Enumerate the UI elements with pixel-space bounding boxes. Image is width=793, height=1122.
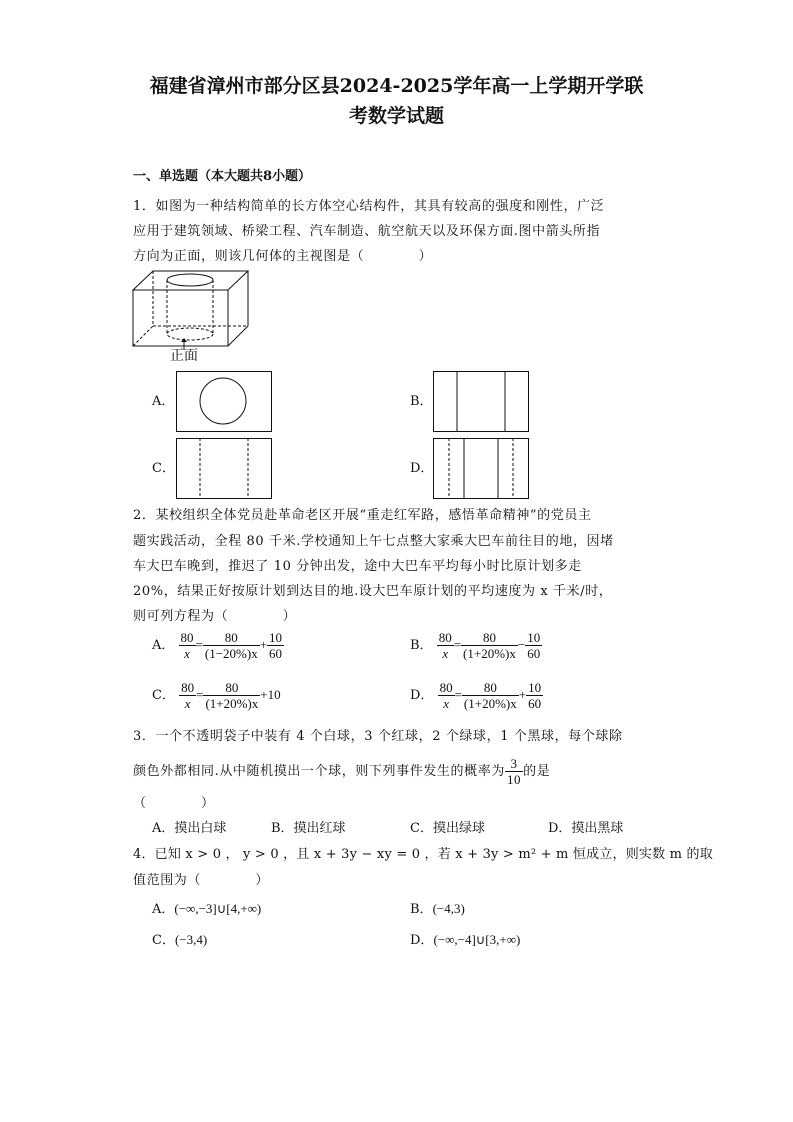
q4-option-b-label: B． — [410, 902, 433, 917]
q1-option-c-label: C． — [152, 461, 175, 476]
q4-option-d[interactable] — [410, 931, 520, 950]
q3-option-a[interactable]: A．摸出白球 — [152, 821, 227, 836]
q3-line-1: 3．一个不透明袋子中装有 4 个白球，3 个红球，2 个绿球，1 个黑球，每个球除 — [133, 729, 623, 744]
q2-line-3: 车大巴车晚到，推迟了 10 分钟出发，途中大巴车平均每小时比原计划多走 — [133, 559, 582, 574]
q2-line-2: 题实践活动，全程 80 千米.学校通知上午七点整大家乘大巴车前往目的地，因堵 — [133, 534, 614, 549]
q4-option-c-value: (−3,4) — [174, 932, 208, 947]
q2-option-b-label: B． — [410, 638, 433, 653]
section-heading: 一、单选题（本大题共8小题） — [133, 169, 312, 184]
title-line-2: 考数学试题 — [348, 105, 444, 127]
q3-option-d[interactable]: D．摸出黑球 — [548, 821, 624, 836]
fraction: $\frac{80}{(1+20\%)x}$ — [463, 630, 516, 661]
q2-option-a-label: A． — [152, 638, 175, 653]
q1-option-d-figure[interactable] — [433, 438, 529, 499]
probability-fraction: $\frac{3}{10}$ — [506, 756, 522, 787]
q2-option-a[interactable]: A． $\frac{80}{x}$ = $\frac{80}{(1-20\%)x}$ + $\frac{10}{60}$ — [152, 630, 283, 661]
q1-line-1: 1．如图为一种结构简单的长方体空心结构件，其具有较高的强度和刚性，广泛 — [133, 199, 605, 214]
fraction: $\frac{80}{(1+20\%)x}$ — [463, 680, 517, 711]
q1-line-3: 方向为正面，则该几何体的主视图是（ ） — [133, 249, 433, 264]
q2-line-5: 则可列方程为（ ） — [133, 609, 297, 624]
q3-option-b[interactable]: B．摸出红球 — [271, 821, 346, 836]
q3-line-2: 颜色外都相同.从中随机摸出一个球，则下列事件发生的概率为 $\frac{3}{10}$ 的是 — [133, 756, 551, 787]
q4-option-a[interactable] — [152, 900, 261, 919]
q4-option-d-value: (−∞,−4]∪[3,+∞) — [433, 932, 521, 947]
q4-option-b-value: (−4,3) — [432, 901, 465, 916]
front-arrow-icon — [180, 338, 188, 350]
q3-option-c[interactable]: C．摸出绿球 — [410, 821, 485, 836]
q2-line-1: 2．某校组织全体党员赴革命老区开展“重走红军路，感悟革命精神”的党员主 — [133, 508, 592, 523]
fraction: $\frac{80}{(1+20\%)x}$ — [205, 680, 259, 711]
fraction: $\frac{80}{x}$ — [180, 630, 194, 661]
q2-option-d-label: D． — [410, 688, 434, 703]
q1-line-2: 应用于建筑领域、桥梁工程、汽车制造、航空航天以及环保方面.图中箭头所指 — [133, 224, 601, 239]
title-line-1: 福建省漳州市部分区县2024-2025学年高一上学期开学联 — [149, 75, 644, 97]
q4-option-d-label: D． — [410, 933, 434, 948]
fraction: $\frac{10}{60}$ — [269, 630, 283, 661]
fraction: $\frac{80}{x}$ — [438, 630, 452, 661]
q1-option-b-figure[interactable] — [433, 371, 529, 432]
q4-line-2: 值范围为（ ） — [133, 873, 270, 888]
fraction: $\frac{80}{x}$ — [439, 680, 453, 711]
q4-line-1: 4．已知 x > 0 ， y > 0 ，且 x + 3y − xy = 0 ，若 x + 3y > m² + m 恒成立，则实数 m 的取 — [133, 847, 713, 862]
q1-option-a-figure[interactable] — [176, 371, 272, 432]
q1-option-a-label: A． — [152, 394, 175, 409]
fraction: $\frac{80}{x}$ — [181, 680, 195, 711]
q2-option-b[interactable]: B． $\frac{80}{x}$ = $\frac{80}{(1+20\%)x}$ − $\frac{10}{60}$ — [410, 630, 541, 661]
q2-line-4: 20%，结果正好按原计划到达目的地.设大巴车原计划的平均速度为 x 千米/时， — [133, 584, 613, 599]
q4-option-a-label: A． — [152, 902, 175, 917]
front-label: 正面 — [170, 348, 198, 364]
q2-option-c-label: C． — [152, 688, 175, 703]
fraction: $\frac{80}{(1-20\%)x}$ — [204, 630, 258, 661]
q2-option-d[interactable]: D． $\frac{80}{x}$ = $\frac{80}{(1+20\%)x}$ + $\frac{10}{60}$ — [410, 680, 542, 711]
q2-option-c[interactable]: C． $\frac{80}{x}$ = $\frac{80}{(1+20\%)x}$ +10 — [152, 680, 281, 711]
q1-option-c-figure[interactable] — [176, 438, 272, 499]
q4-option-c[interactable] — [152, 931, 207, 950]
q1-option-d-label: D． — [410, 461, 434, 476]
q4-option-b[interactable] — [410, 900, 465, 919]
q4-option-a-value: (−∞,−3]∪[4,+∞) — [174, 901, 262, 916]
q1-option-b-label: B． — [410, 394, 433, 409]
q1-box-figure — [130, 268, 255, 348]
fraction: $\frac{10}{60}$ — [527, 630, 541, 661]
q4-option-c-label: C． — [152, 933, 175, 948]
q3-line-3: （ ） — [133, 796, 215, 811]
fraction: $\frac{10}{60}$ — [528, 680, 542, 711]
